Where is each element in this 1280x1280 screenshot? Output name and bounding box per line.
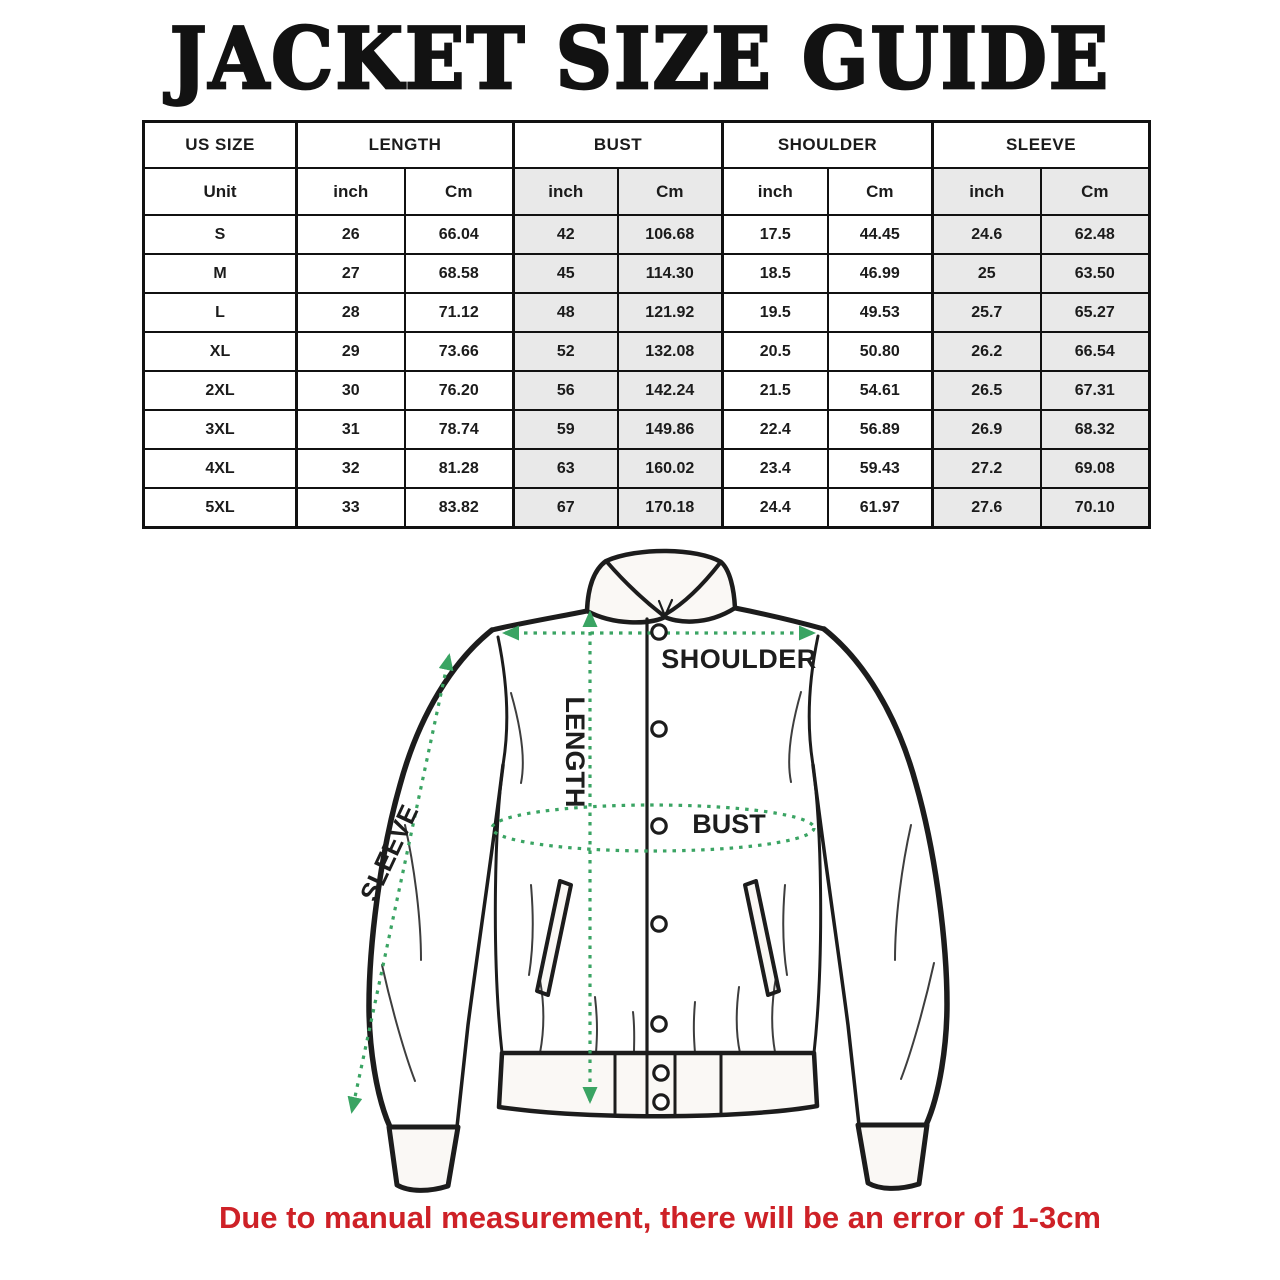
- table-row-l: [144, 293, 1150, 332]
- measurement-cell: 33: [297, 488, 405, 528]
- measurement-cell: 45: [514, 254, 618, 293]
- measurement-cell: 160.02: [618, 449, 723, 488]
- button-column: [652, 625, 668, 1109]
- table-header-row: [144, 122, 1150, 169]
- table-row-xl: [144, 332, 1150, 371]
- measurement-cell: 68.58: [405, 254, 514, 293]
- table-row-3xl: [144, 410, 1150, 449]
- measurement-cell: 56.89: [828, 410, 933, 449]
- measurement-cell: 27: [297, 254, 405, 293]
- jacket-button: [652, 625, 666, 639]
- sleeve-label: SLEEVE: [353, 800, 425, 906]
- measurement-arrows: [352, 613, 814, 1111]
- table-row-4xl: [144, 449, 1150, 488]
- measurement-cell: 48: [514, 293, 618, 332]
- table-row-2xl: [144, 371, 1150, 410]
- measurement-cell: 52: [514, 332, 618, 371]
- measurement-cell: 32: [297, 449, 405, 488]
- shoulder-label: SHOULDER: [661, 644, 817, 674]
- measurement-cell: 59.43: [828, 449, 933, 488]
- measurement-cell: 66.04: [405, 215, 514, 254]
- measurement-cell: 170.18: [618, 488, 723, 528]
- measurement-cell: 31: [297, 410, 405, 449]
- left-shoulder-line: [492, 611, 587, 630]
- size-table: [142, 120, 1151, 529]
- column-header-shoulder: SHOULDER: [723, 122, 933, 169]
- measurement-cell: 24.4: [723, 488, 828, 528]
- unit-cell: inch: [723, 168, 828, 215]
- column-header-length: LENGTH: [297, 122, 514, 169]
- table-row-s: [144, 215, 1150, 254]
- measurement-cell: 18.5: [723, 254, 828, 293]
- measurement-cell: 69.08: [1041, 449, 1150, 488]
- table-row-m: [144, 254, 1150, 293]
- measurement-cell: 63: [514, 449, 618, 488]
- size-cell: 5XL: [144, 488, 297, 528]
- measurement-cell: 149.86: [618, 410, 723, 449]
- size-cell: 2XL: [144, 371, 297, 410]
- measurement-cell: 30: [297, 371, 405, 410]
- measurement-cell: 26.9: [933, 410, 1041, 449]
- measurement-cell: 46.99: [828, 254, 933, 293]
- size-cell: 4XL: [144, 449, 297, 488]
- measurement-cell: 19.5: [723, 293, 828, 332]
- measurement-cell: 26.2: [933, 332, 1041, 371]
- measurement-cell: 21.5: [723, 371, 828, 410]
- measurement-cell: 67: [514, 488, 618, 528]
- measurement-cell: 71.12: [405, 293, 514, 332]
- measurement-cell: 66.54: [1041, 332, 1150, 371]
- measurement-cell: 42: [514, 215, 618, 254]
- unit-cell: Cm: [618, 168, 723, 215]
- length-label: LENGTH: [560, 696, 590, 808]
- measurement-cell: 106.68: [618, 215, 723, 254]
- unit-cell: inch: [514, 168, 618, 215]
- measurement-cell: 44.45: [828, 215, 933, 254]
- size-cell: XL: [144, 332, 297, 371]
- column-header-sleeve: SLEEVE: [933, 122, 1150, 169]
- unit-label: Unit: [144, 168, 297, 215]
- measurement-cell: 83.82: [405, 488, 514, 528]
- measurement-cell: 22.4: [723, 410, 828, 449]
- jacket-diagram: [335, 525, 975, 1205]
- jacket-button: [652, 917, 666, 931]
- measurement-cell: 142.24: [618, 371, 723, 410]
- column-header-bust: BUST: [514, 122, 723, 169]
- measurement-cell: 132.08: [618, 332, 723, 371]
- measurement-cell: 29: [297, 332, 405, 371]
- measurement-cell: 26.5: [933, 371, 1041, 410]
- measurement-cell: 25: [933, 254, 1041, 293]
- size-cell: 3XL: [144, 410, 297, 449]
- unit-cell: Cm: [1041, 168, 1150, 215]
- size-cell: L: [144, 293, 297, 332]
- page-title: JACKET SIZE GUIDE: [169, 10, 1111, 109]
- measurement-cell: 20.5: [723, 332, 828, 371]
- measurement-cell: 23.4: [723, 449, 828, 488]
- waistband-button: [654, 1095, 668, 1109]
- left-cuff: [389, 1127, 458, 1190]
- unit-cell: Cm: [828, 168, 933, 215]
- measurement-cell: 70.10: [1041, 488, 1150, 528]
- measurement-cell: 67.31: [1041, 371, 1150, 410]
- measurement-cell: 50.80: [828, 332, 933, 371]
- measurement-cell: 26: [297, 215, 405, 254]
- right-body-seam: [809, 636, 820, 1053]
- table-row-5xl: [144, 488, 1150, 528]
- measurement-cell: 59: [514, 410, 618, 449]
- measurement-cell: 27.6: [933, 488, 1041, 528]
- left-body-seam: [495, 637, 506, 1053]
- measurement-disclaimer: Due to manual measurement, there will be an error of 1-3cm: [218, 1200, 1102, 1235]
- right-pocket: [745, 881, 779, 995]
- size-cell: M: [144, 254, 297, 293]
- measurement-cell: 121.92: [618, 293, 723, 332]
- measurement-cell: 114.30: [618, 254, 723, 293]
- measurement-cell: 17.5: [723, 215, 828, 254]
- size-cell: S: [144, 215, 297, 254]
- unit-cell: inch: [297, 168, 405, 215]
- jacket-button: [652, 722, 666, 736]
- measurement-cell: 54.61: [828, 371, 933, 410]
- unit-cell: Cm: [405, 168, 514, 215]
- left-pocket: [537, 881, 571, 995]
- right-cuff: [858, 1125, 927, 1188]
- measurement-cell: 27.2: [933, 449, 1041, 488]
- measurement-cell: 28: [297, 293, 405, 332]
- measurement-cell: 68.32: [1041, 410, 1150, 449]
- measurement-cell: 65.27: [1041, 293, 1150, 332]
- measurement-cell: 62.48: [1041, 215, 1150, 254]
- measurement-cell: 63.50: [1041, 254, 1150, 293]
- measurement-cell: 81.28: [405, 449, 514, 488]
- jacket-button: [652, 819, 666, 833]
- measurement-cell: 56: [514, 371, 618, 410]
- measurement-cell: 25.7: [933, 293, 1041, 332]
- measurement-cell: 24.6: [933, 215, 1041, 254]
- measurement-cell: 49.53: [828, 293, 933, 332]
- waistband-button: [654, 1066, 668, 1080]
- jacket-drawing: [335, 525, 975, 1205]
- bust-label: BUST: [692, 809, 766, 839]
- measurement-cell: 78.74: [405, 410, 514, 449]
- measurement-cell: 61.97: [828, 488, 933, 528]
- unit-cell: inch: [933, 168, 1041, 215]
- unit-row: [144, 168, 1150, 215]
- measurement-cell: 76.20: [405, 371, 514, 410]
- right-sleeve-outline: [824, 629, 947, 1125]
- measurement-labels: [354, 644, 817, 906]
- right-shoulder-line: [735, 608, 824, 629]
- measurement-cell: 73.66: [405, 332, 514, 371]
- jacket-button: [652, 1017, 666, 1031]
- column-header-us-size: US SIZE: [144, 122, 297, 169]
